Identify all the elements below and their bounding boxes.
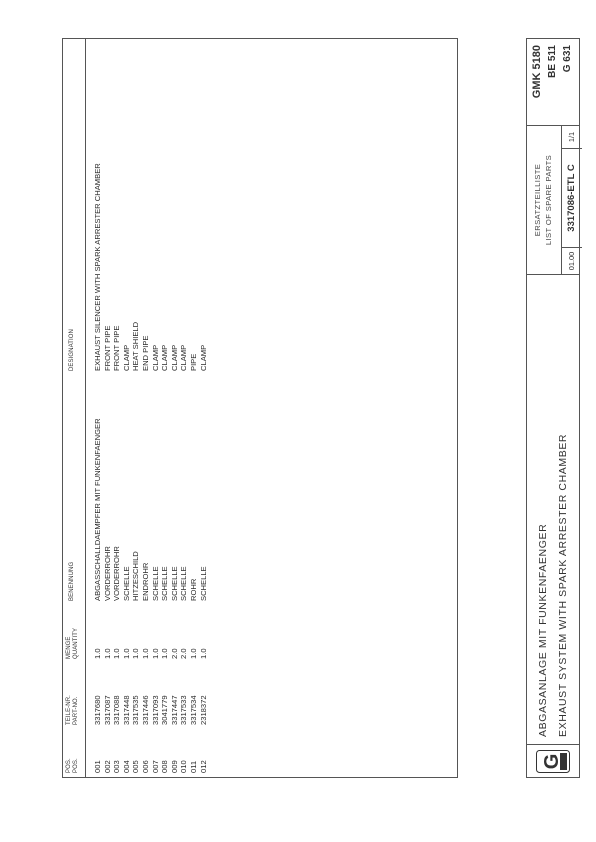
cell-designation: HEAT SHIELD: [131, 321, 141, 371]
cell-quantity: 1.0: [112, 648, 122, 659]
header-quantity: [66, 628, 80, 659]
cell-pos: 005: [131, 760, 141, 773]
table-row: [199, 39, 209, 777]
document-number-row: [561, 126, 582, 274]
cell-benennung: HITZESCHILD: [131, 551, 141, 601]
table-row: [112, 39, 122, 777]
table-row: [160, 39, 170, 777]
table-row: [122, 39, 132, 777]
cell-part-number: 3317087: [102, 695, 112, 725]
logo-cell: [527, 744, 579, 777]
table-row: [141, 39, 151, 777]
cell-quantity: 1.0: [150, 648, 160, 659]
cell-part-number: 3317447: [169, 695, 179, 725]
code-be: BE 511: [547, 45, 558, 78]
cell-benennung: SCHELLE: [198, 566, 208, 601]
cell-designation: CLAMP: [179, 344, 189, 371]
cell-benennung: SCHELLE: [121, 566, 131, 601]
table-row: [151, 39, 161, 777]
document-number: 3317086-ETL C: [562, 148, 582, 247]
table-header: [63, 39, 86, 777]
cell-part-number: 3317448: [121, 695, 131, 725]
spare-parts-list-cell: [527, 125, 579, 275]
cell-pos: 007: [150, 760, 160, 773]
cell-quantity: 2.0: [179, 648, 189, 659]
cell-part-number: 3317446: [141, 695, 150, 725]
cell-pos: 004: [121, 760, 131, 773]
header-pos-de: POS.: [66, 758, 72, 773]
cell-part-number: 2318372: [198, 695, 208, 725]
header-designation: DESIGNATION: [69, 329, 75, 371]
cell-quantity: 1.0: [121, 648, 131, 659]
table-row: [103, 39, 113, 777]
cell-benennung: SCHELLE: [160, 566, 170, 601]
cell-pos: 006: [141, 760, 150, 773]
cell-quantity: 1.0: [141, 648, 150, 659]
cell-designation: CLAMP: [169, 344, 179, 371]
cell-benennung: ENDROHR: [141, 562, 150, 601]
header-qty-de: MENGE: [66, 636, 72, 659]
header-pos-en: POS.: [73, 758, 79, 773]
cell-designation: CLAMP: [121, 344, 131, 371]
code-g: G 631: [562, 45, 573, 73]
cell-benennung: VORDERROHR: [102, 546, 112, 601]
cell-part-number: 3317533: [179, 695, 189, 725]
cell-pos: 010: [179, 760, 189, 773]
cell-designation: FRONT PIPE: [102, 325, 112, 371]
cell-part-number: 3317535: [131, 695, 141, 725]
cell-quantity: 1.0: [189, 648, 198, 659]
cell-quantity: 2.0: [169, 648, 179, 659]
cell-benennung: SCHELLE: [169, 566, 179, 601]
cell-part-number: 3317534: [189, 695, 198, 725]
cell-designation: CLAMP: [198, 344, 208, 371]
header-benennung: BENENNUNG: [69, 561, 75, 601]
cell-designation: PIPE: [189, 353, 198, 371]
cell-pos: 009: [169, 760, 179, 773]
cell-part-number: 3317680: [93, 695, 102, 725]
cell-part-number: 3317088: [112, 695, 122, 725]
header-pos: [66, 758, 80, 773]
title-german: ABGASANLAGE MIT FUNKENFAENGER: [537, 523, 549, 737]
table-row: [189, 39, 199, 777]
list-label-english: LIST OF SPARE PARTS: [544, 154, 553, 246]
cell-quantity: 1.0: [131, 648, 141, 659]
cell-pos: 012: [198, 760, 208, 773]
cell-pos: 001: [93, 760, 102, 773]
title-english: EXHAUST SYSTEM WITH SPARK ARRESTER CHAMBER: [557, 433, 569, 737]
cell-benennung: SCHELLE: [179, 566, 189, 601]
header-part-en: PART-NO.: [73, 696, 79, 725]
table-row: [170, 39, 180, 777]
cell-benennung: ABGASSCHALLDAEMPFER MIT FUNKENFAENGER: [93, 418, 102, 601]
cell-pos: 011: [189, 760, 198, 773]
cell-pos: 002: [102, 760, 112, 773]
cell-quantity: 1.0: [160, 648, 170, 659]
cell-quantity: 1.0: [93, 648, 102, 659]
cell-designation: FRONT PIPE: [112, 325, 122, 371]
cell-quantity: 1.0: [198, 648, 208, 659]
cell-benennung: VORDERROHR: [112, 546, 122, 601]
cell-designation: EXHAUST SILENCER WITH SPARK ARRESTER CHAMBER: [93, 163, 102, 371]
cell-designation: END PIPE: [141, 335, 150, 371]
table-row: [93, 39, 103, 777]
header-part-de: TEILE-NR.: [66, 695, 72, 725]
cell-part-number: 3317093: [150, 695, 160, 725]
table-row: [179, 39, 189, 777]
model-number: GMK 5180: [531, 45, 543, 99]
cell-benennung: ROHR: [189, 578, 198, 601]
revision: 01.00: [562, 247, 582, 274]
logo-letter: G: [541, 753, 563, 770]
list-label-german: ERSATZTEILLISTE: [533, 163, 542, 237]
cell-part-number: 3041779: [160, 695, 170, 725]
sheet-number: 1/1: [567, 131, 576, 143]
title-block: [526, 38, 580, 778]
cell-pos: 003: [112, 760, 122, 773]
cell-quantity: 1.0: [102, 648, 112, 659]
cell-benennung: SCHELLE: [150, 566, 160, 601]
table-row: [131, 39, 141, 777]
parts-table: [62, 38, 458, 778]
header-part-no: [66, 695, 80, 725]
header-qty-en: QUANTITY: [73, 627, 79, 659]
company-logo-icon: [536, 750, 570, 773]
model-cell: [527, 37, 579, 127]
cell-designation: CLAMP: [160, 344, 170, 371]
cell-designation: CLAMP: [150, 344, 160, 371]
parts-list-sheet: [62, 38, 580, 778]
cell-pos: 008: [160, 760, 170, 773]
